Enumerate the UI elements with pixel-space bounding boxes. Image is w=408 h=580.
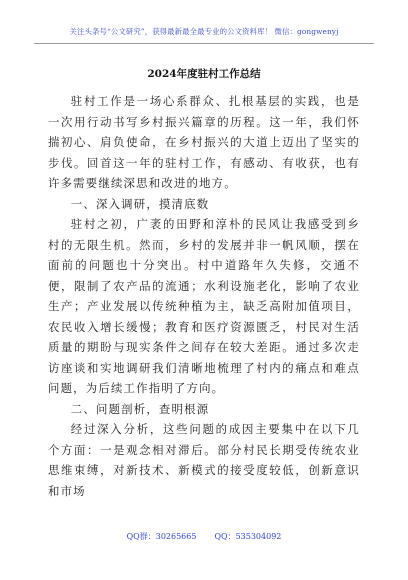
header-promo-note: 关注头条号“公文研究”，获得最新最全最专业的公文资料库！ 微信：gongwenyj [69,27,339,36]
header-divider [34,43,374,44]
intro-paragraph: 驻村工作是一场心系群众、扎根基层的实践，也是一次用行动书写乡村振兴篇章的历程。这一年，我们怀揣初心、肩负使命，在乡村振兴的大道上迈出了坚实的步伐。回首这一年的驻村工作，有感动、有收获，也有许多需要继续深思和改进的地方。 [48,94,360,190]
footer-contact [0,531,408,542]
section-1-paragraph: 驻村之初，广袤的田野和淳朴的民风让我感受到乡村的无限生机。然而，乡村的发展并非一帆风顺，摆在面前的问题也十分突出。村中道路年久失修，交通不便，限制了农产品的流通；水利设施老化，影响了农业生产；产业发展以传统种植为主，缺乏高附加值项目，农民收入增长缓慢；教育和医疗资源匮乏，村民对生活质量的期盼与现实条件之间存在较大差距。通过多次走访座谈和实地调研我们清晰地梳理了村内的痛点和难点问题，为后续工作指明了方向。 [48,217,360,395]
document-title: 2024年度驻村工作总结 [147,68,261,80]
section-2-heading: 二、问题剖析，查明根源 [70,401,210,416]
section-1-heading: 一、深入调研，摸清底数 [70,196,210,211]
footer-qq-number: QQ：535304092 [214,532,282,541]
footer-qq-group: QQ群：30265665 [126,532,197,541]
document-body [48,91,360,501]
section-2-paragraph: 经过深入分析，这些问题的成因主要集中在以下几个方面：一是观念相对滞后。部分村民长期受传统农业思维束缚，对新技术、新模式的接受度较低，创新意识和市场 [48,422,360,498]
